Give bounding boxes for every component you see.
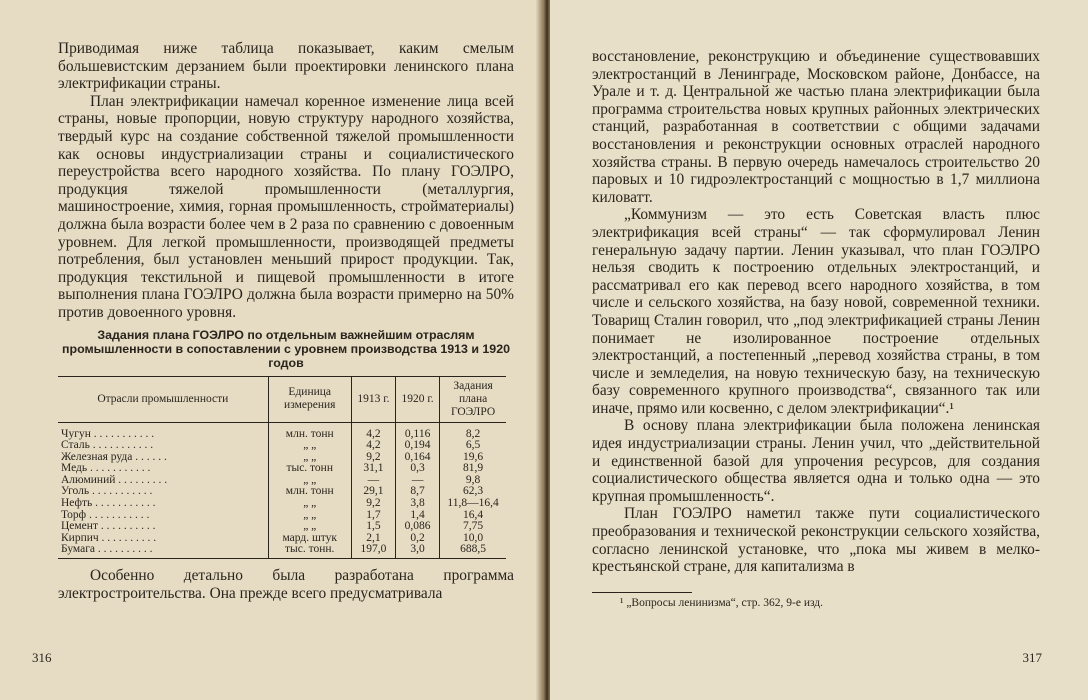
cell-name: Торф . . . . . . . . . . . [61, 508, 150, 521]
cell-y1913: 29,1 [351, 486, 395, 498]
cell-y1920: 1,4 [396, 510, 440, 522]
table-header-row [58, 376, 506, 422]
cell-unit: тыс. тонн [268, 463, 351, 475]
cell-y1913: 9,2 [351, 498, 395, 510]
cell-name: Сталь . . . . . . . . . . . [61, 439, 154, 452]
cell-plan: 7,75 [440, 521, 506, 533]
cell-y1913: 9,2 [351, 452, 395, 464]
cell-unit: млн. тонн [268, 422, 351, 440]
cell-y1920: — [396, 475, 440, 487]
cell-y1913: 197,0 [351, 544, 395, 558]
cell-y1913: 4,2 [351, 422, 395, 440]
cell-name: Чугун . . . . . . . . . . . [61, 427, 155, 440]
closing-paragraph: Особенно детально была разработана программа электростроительства. Она прежде всего предусматривала [58, 567, 514, 602]
table-row [58, 422, 506, 440]
footnote-rule [592, 592, 692, 593]
cell-y1913: 4,2 [351, 440, 395, 452]
cell-name: Цемент . . . . . . . . . . [61, 520, 156, 533]
cell-y1920: 0,2 [396, 533, 440, 545]
header-plan: Задания плана ГОЭЛРО [440, 376, 506, 422]
cell-y1920: 8,7 [396, 486, 440, 498]
cell-name: Бумага . . . . . . . . . . [58, 544, 268, 558]
cell-y1920: 3,8 [396, 498, 440, 510]
cell-unit: „ „ [268, 498, 351, 510]
continuation-paragraph: восстановление, реконструкцию и объединение существовавших электростанций в Ленинграде, Московском районе, Донбассе, на Урале и т. д. Центральной же частью плана электрификации была программа строительства новых крупных районных электрических станций, разработанная в соответствии с общими задачами восстановления и реконструкции основных отраслей народного хозяйства страны. В первую очередь намечалось строительство 20 паровых и 10 гидроэлектростанций с мощностью в 1,7 миллиона киловатт. [592, 48, 1040, 206]
cell-name: Железная руда . . . . . . [61, 450, 167, 463]
cell-y1920: 0,116 [396, 422, 440, 440]
cell-y1920: 0,194 [396, 440, 440, 452]
cell-y1920: 0,3 [396, 463, 440, 475]
cell-y1913: 2,1 [351, 533, 395, 545]
cell-y1920: 0,164 [396, 452, 440, 464]
cell-plan: 10,0 [440, 533, 506, 545]
right-page [550, 0, 1088, 700]
cell-name: Кирпич . . . . . . . . . . [61, 531, 157, 544]
cell-y1913: 1,7 [351, 510, 395, 522]
cell-name: Медь . . . . . . . . . . . [61, 462, 151, 475]
table-row [58, 544, 506, 558]
cell-plan: 19,6 [440, 452, 506, 464]
cell-plan: 11,8—16,4 [440, 498, 506, 510]
goelro-table [58, 376, 506, 560]
communism-paragraph: „Коммунизм — это есть Советская власть плюс электрификация всей страны“ — так сформулировал Ленин генеральную задачу партии. Ленин указывал, что план ГОЭЛРО нельзя сводить к построению отдельных электростанций, и рассматривал его как перевод всего народного хозяйства, в том числе и сельского хозяйства, на базу новой, современной техники. Товарищ Сталин говорил, что „под электрификацией страны Ленин понимает не изолированное построение отдельных электростанций, а постепенный „перевод хозяйства страны, в том числе и земледелия, на новую техническую базу, на техническую базу современного крупного производства“, связанного так или иначе, прямо или косвенно, с делом электрификации“.¹ [592, 206, 1040, 417]
industrialization-paragraph: В основу плана электрификации была положена ленинская идея индустриализации страны. Ленин учил, что „действительной и единственной базой для упрочения ресурсов, для создания социалистического общества является одна и только одна — это крупная промышленность“. [592, 417, 1040, 505]
cell-y1920: 0,086 [396, 521, 440, 533]
cell-plan: 81,9 [440, 463, 506, 475]
table-caption: Задания плана ГОЭЛРО по отдельным важнейшим отраслям промышленности в сопоставлении с уровнем производства 1913 и 1920 годов [62, 327, 510, 370]
cell-y1913: 1,5 [351, 521, 395, 533]
cell-plan: 62,3 [440, 486, 506, 498]
cell-name: Уголь . . . . . . . . . . . [61, 485, 153, 498]
cell-unit: „ „ [268, 440, 351, 452]
cell-unit: „ „ [268, 452, 351, 464]
page-number-left: 316 [32, 650, 52, 665]
cell-unit: „ „ [268, 510, 351, 522]
cell-plan: 6,5 [440, 440, 506, 452]
cell-name: Нефть . . . . . . . . . . . [61, 497, 156, 510]
plan-paragraph: План электрификации намечал коренное изменение лица всей страны, новые пропорции, новую структуру народного хозяйства, твердый курс на создание собственной тяжелой промышленности как основы индустриализации страны и социалистического переустройства всего народного хозяйства. По плану ГОЭЛРО, продукция тяжелой промышленности (металлургия, машиностроение, химия, горная промышленность, стройматериалы) должна была возрасти более чем в 2 раза по сравнению с довоенным уровнем. Для легкой промышленности, производящей предметы потребления, был установлен меньший прирост продукции. Так, продукция текстильной и пищевой промышленности в итоге выполнения плана ГОЭЛРО должна была возрасти примерно на 50% против довоенного уровня. [58, 92, 514, 321]
cell-plan: 9,8 [440, 475, 506, 487]
cell-plan: 688,5 [440, 544, 506, 558]
agriculture-paragraph: План ГОЭЛРО наметил также пути социалистического преобразования и технической реконструкции сельского хозяйства, согласно ленинской установке, что „пока мы живем в мелко-крестьянской стране, для капитализма в [592, 505, 1040, 576]
table-row [58, 440, 506, 452]
cell-y1920: 3,0 [396, 544, 440, 558]
cell-unit: мард. штук [268, 533, 351, 545]
cell-unit: „ „ [268, 475, 351, 487]
cell-unit: „ „ [268, 521, 351, 533]
cell-unit: тыс. тонн. [268, 544, 351, 558]
footnote: ¹ „Вопросы ленинизма“, стр. 362, 9-е изд. [620, 596, 824, 609]
page-number-right: 317 [1022, 650, 1042, 665]
cell-y1913: 31,1 [351, 463, 395, 475]
cell-name: Алюминий . . . . . . . . . [61, 473, 168, 486]
cell-plan: 8,2 [440, 422, 506, 440]
header-1920: 1920 г. [396, 376, 440, 422]
table-body [58, 422, 506, 559]
cell-plan: 16,4 [440, 510, 506, 522]
header-unit: Единица измерения [268, 376, 351, 422]
cell-unit: млн. тонн [268, 486, 351, 498]
intro-paragraph: Приводимая ниже таблица показывает, каким смелым большевистским дерзанием были проектировки ленинского плана электрификации страны. [58, 40, 514, 93]
header-1913: 1913 г. [351, 376, 395, 422]
table-row [58, 498, 506, 510]
cell-y1913: — [351, 475, 395, 487]
header-industry: Отрасли промышленности [58, 376, 268, 422]
